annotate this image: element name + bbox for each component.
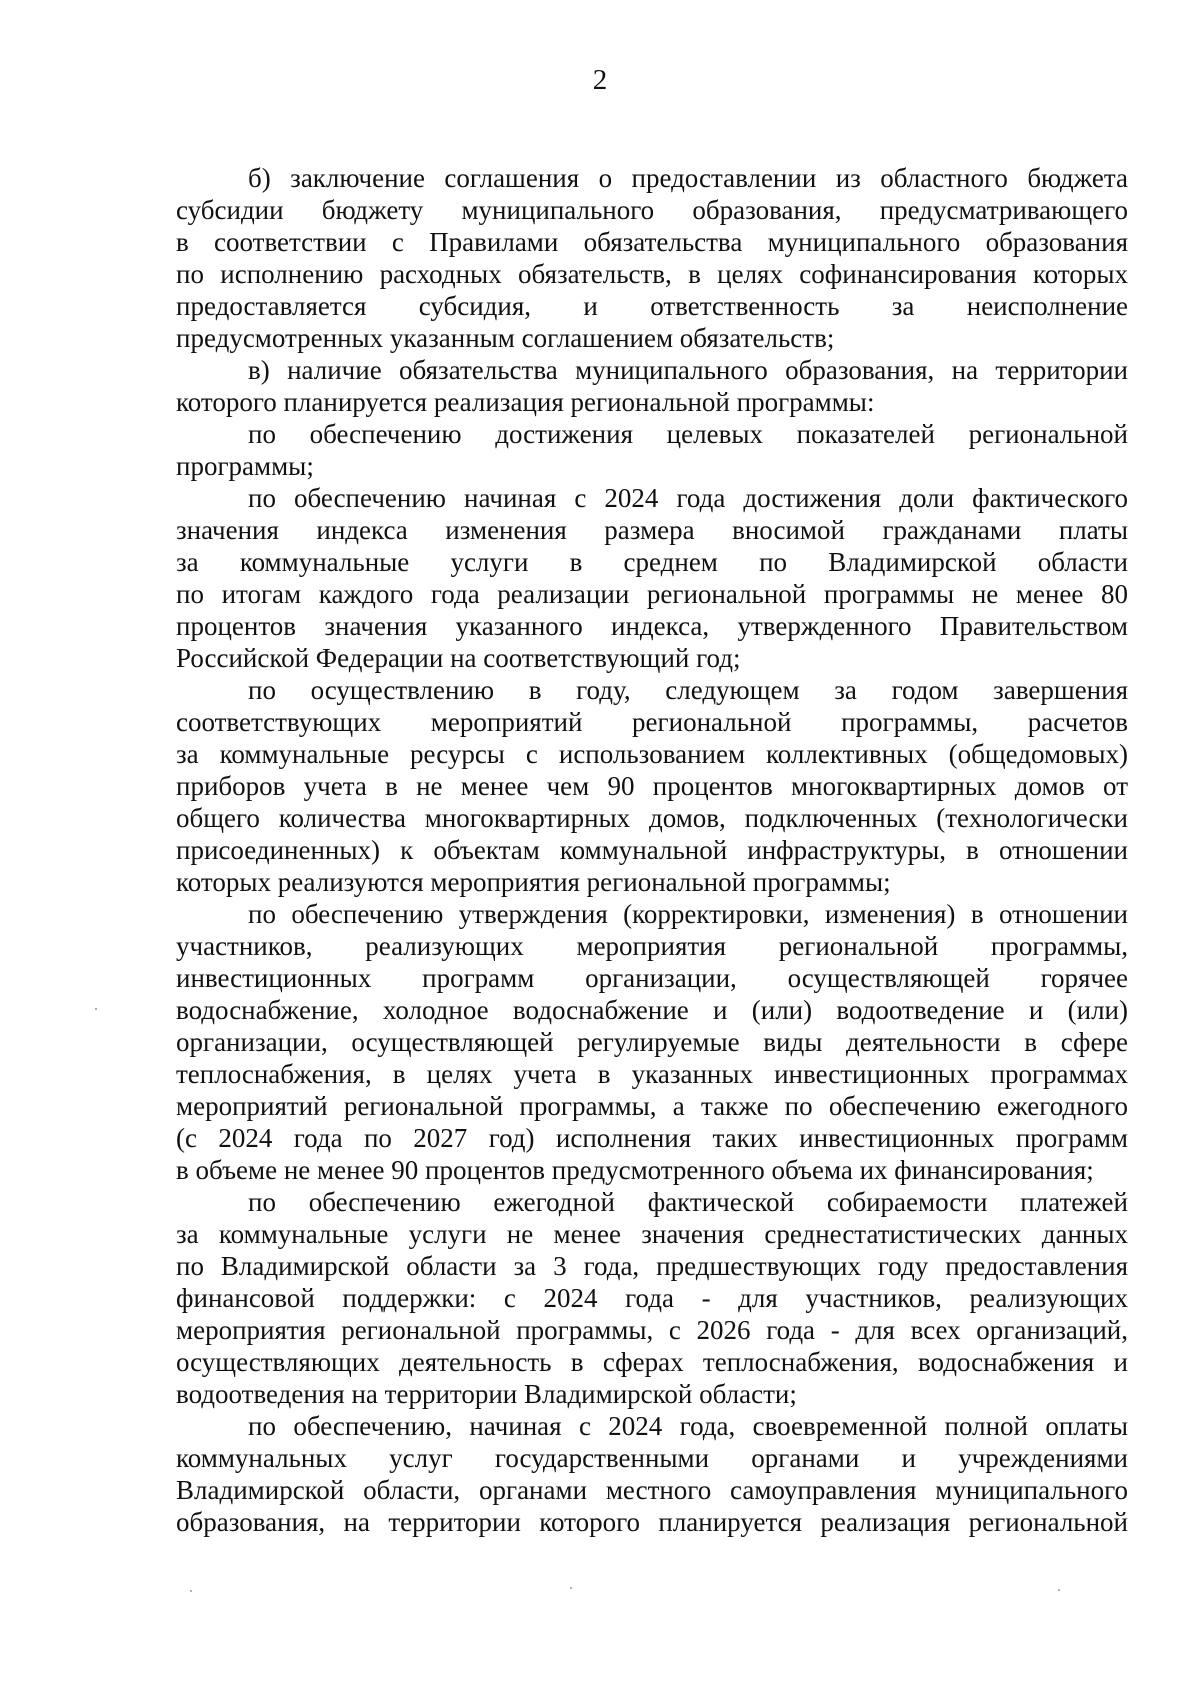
text-line: предоставляется субсидия, и ответственность за неисполнение <box>176 291 1128 321</box>
scan-artifact <box>1058 1589 1060 1591</box>
text-line: Владимирской области, органами местного самоуправления муниципального <box>176 1475 1128 1505</box>
paragraph <box>176 482 1128 674</box>
text-line: по осуществлению в году, следующем за годом завершения <box>248 675 1128 705</box>
scan-artifact <box>95 1008 97 1010</box>
text-line: за коммунальные ресурсы с использованием коллективных (общедомовых) <box>176 739 1128 769</box>
text-line: процентов значения указанного индекса, утвержденного Правительством <box>176 611 1128 641</box>
scan-artifact <box>190 1590 192 1592</box>
text-line: значения индекса изменения размера вносимой гражданами платы <box>176 515 1128 545</box>
page-number: 2 <box>592 64 608 96</box>
text-line: по Владимирской области за 3 года, предшествующих году предоставления <box>176 1251 1128 1281</box>
paragraph <box>176 354 1128 418</box>
text-line: приборов учета в не менее чем 90 процентов многоквартирных домов от <box>176 771 1128 801</box>
text-line: которых реализуются мероприятия региональной программы; <box>176 867 891 897</box>
text-line: финансовой поддержки: с 2024 года - для участников, реализующих <box>176 1283 1128 1313</box>
text-line: в соответствии с Правилами обязательства муниципального образования <box>176 227 1128 257</box>
text-line: программы; <box>176 451 314 481</box>
paragraph <box>176 418 1128 482</box>
text-line: за коммунальные услуги не менее значения среднестатистических данных <box>176 1219 1128 1249</box>
text-line: по обеспечению ежегодной фактической собираемости платежей <box>248 1187 1128 1217</box>
text-line: субсидии бюджету муниципального образования, предусматривающего <box>176 195 1128 225</box>
paragraph <box>176 162 1128 354</box>
document-body <box>176 162 1128 1538</box>
paragraph <box>176 674 1128 898</box>
paragraph <box>176 1410 1128 1538</box>
paragraph <box>176 1186 1128 1410</box>
text-line: общего количества многоквартирных домов, подключенных (технологически <box>176 803 1128 833</box>
text-line: теплоснабжения, в целях учета в указанных инвестиционных программах <box>176 1059 1128 1089</box>
text-line: присоединенных) к объектам коммунальной инфраструктуры, в отношении <box>176 835 1128 865</box>
text-line: в) наличие обязательства муниципального образования, на территории <box>248 355 1128 385</box>
text-line: соответствующих мероприятий региональной программы, расчетов <box>176 707 1128 737</box>
text-line: по исполнению расходных обязательств, в целях софинансирования которых <box>176 259 1128 289</box>
text-line: водоснабжение, холодное водоснабжение и (или) водоотведение и (или) <box>176 995 1128 1025</box>
text-line: в объеме не менее 90 процентов предусмотренного объема их финансирования; <box>176 1155 1094 1185</box>
text-line: образования, на территории которого планируется реализация региональной <box>176 1507 1128 1537</box>
text-line: за коммунальные услуги в среднем по Владимирской области <box>176 547 1128 577</box>
text-line: водоотведения на территории Владимирской области; <box>176 1379 797 1409</box>
text-line: по обеспечению, начиная с 2024 года, своевременной полной оплаты <box>248 1411 1128 1441</box>
text-line: по обеспечению достижения целевых показателей региональной <box>248 419 1128 449</box>
text-line: предусмотренных указанным соглашением обязательств; <box>176 323 835 353</box>
paragraph <box>176 898 1128 1186</box>
scan-artifact <box>570 1587 572 1589</box>
text-line: организации, осуществляющей регулируемые виды деятельности в сфере <box>176 1027 1128 1057</box>
text-line: инвестиционных программ организации, осуществляющей горячее <box>176 963 1128 993</box>
text-line: б) заключение соглашения о предоставлении из областного бюджета <box>248 163 1128 193</box>
text-line: которого планируется реализация региональной программы: <box>176 387 875 417</box>
text-line: осуществляющих деятельность в сферах теплоснабжения, водоснабжения и <box>176 1347 1128 1377</box>
text-line: мероприятий региональной программы, а также по обеспечению ежегодного <box>176 1091 1128 1121</box>
text-line: участников, реализующих мероприятия региональной программы, <box>176 931 1128 961</box>
text-line: по итогам каждого года реализации региональной программы не менее 80 <box>176 579 1128 609</box>
text-line: (с 2024 года по 2027 год) исполнения таких инвестиционных программ <box>176 1123 1128 1153</box>
text-line: мероприятия региональной программы, с 2026 года - для всех организаций, <box>176 1315 1128 1345</box>
text-line: по обеспечению начиная с 2024 года достижения доли фактического <box>248 483 1128 513</box>
text-line: по обеспечению утверждения (корректировки, изменения) в отношении <box>248 899 1128 929</box>
text-line: коммунальных услуг государственными органами и учреждениями <box>176 1443 1128 1473</box>
text-line: Российской Федерации на соответствующий год; <box>176 643 741 673</box>
